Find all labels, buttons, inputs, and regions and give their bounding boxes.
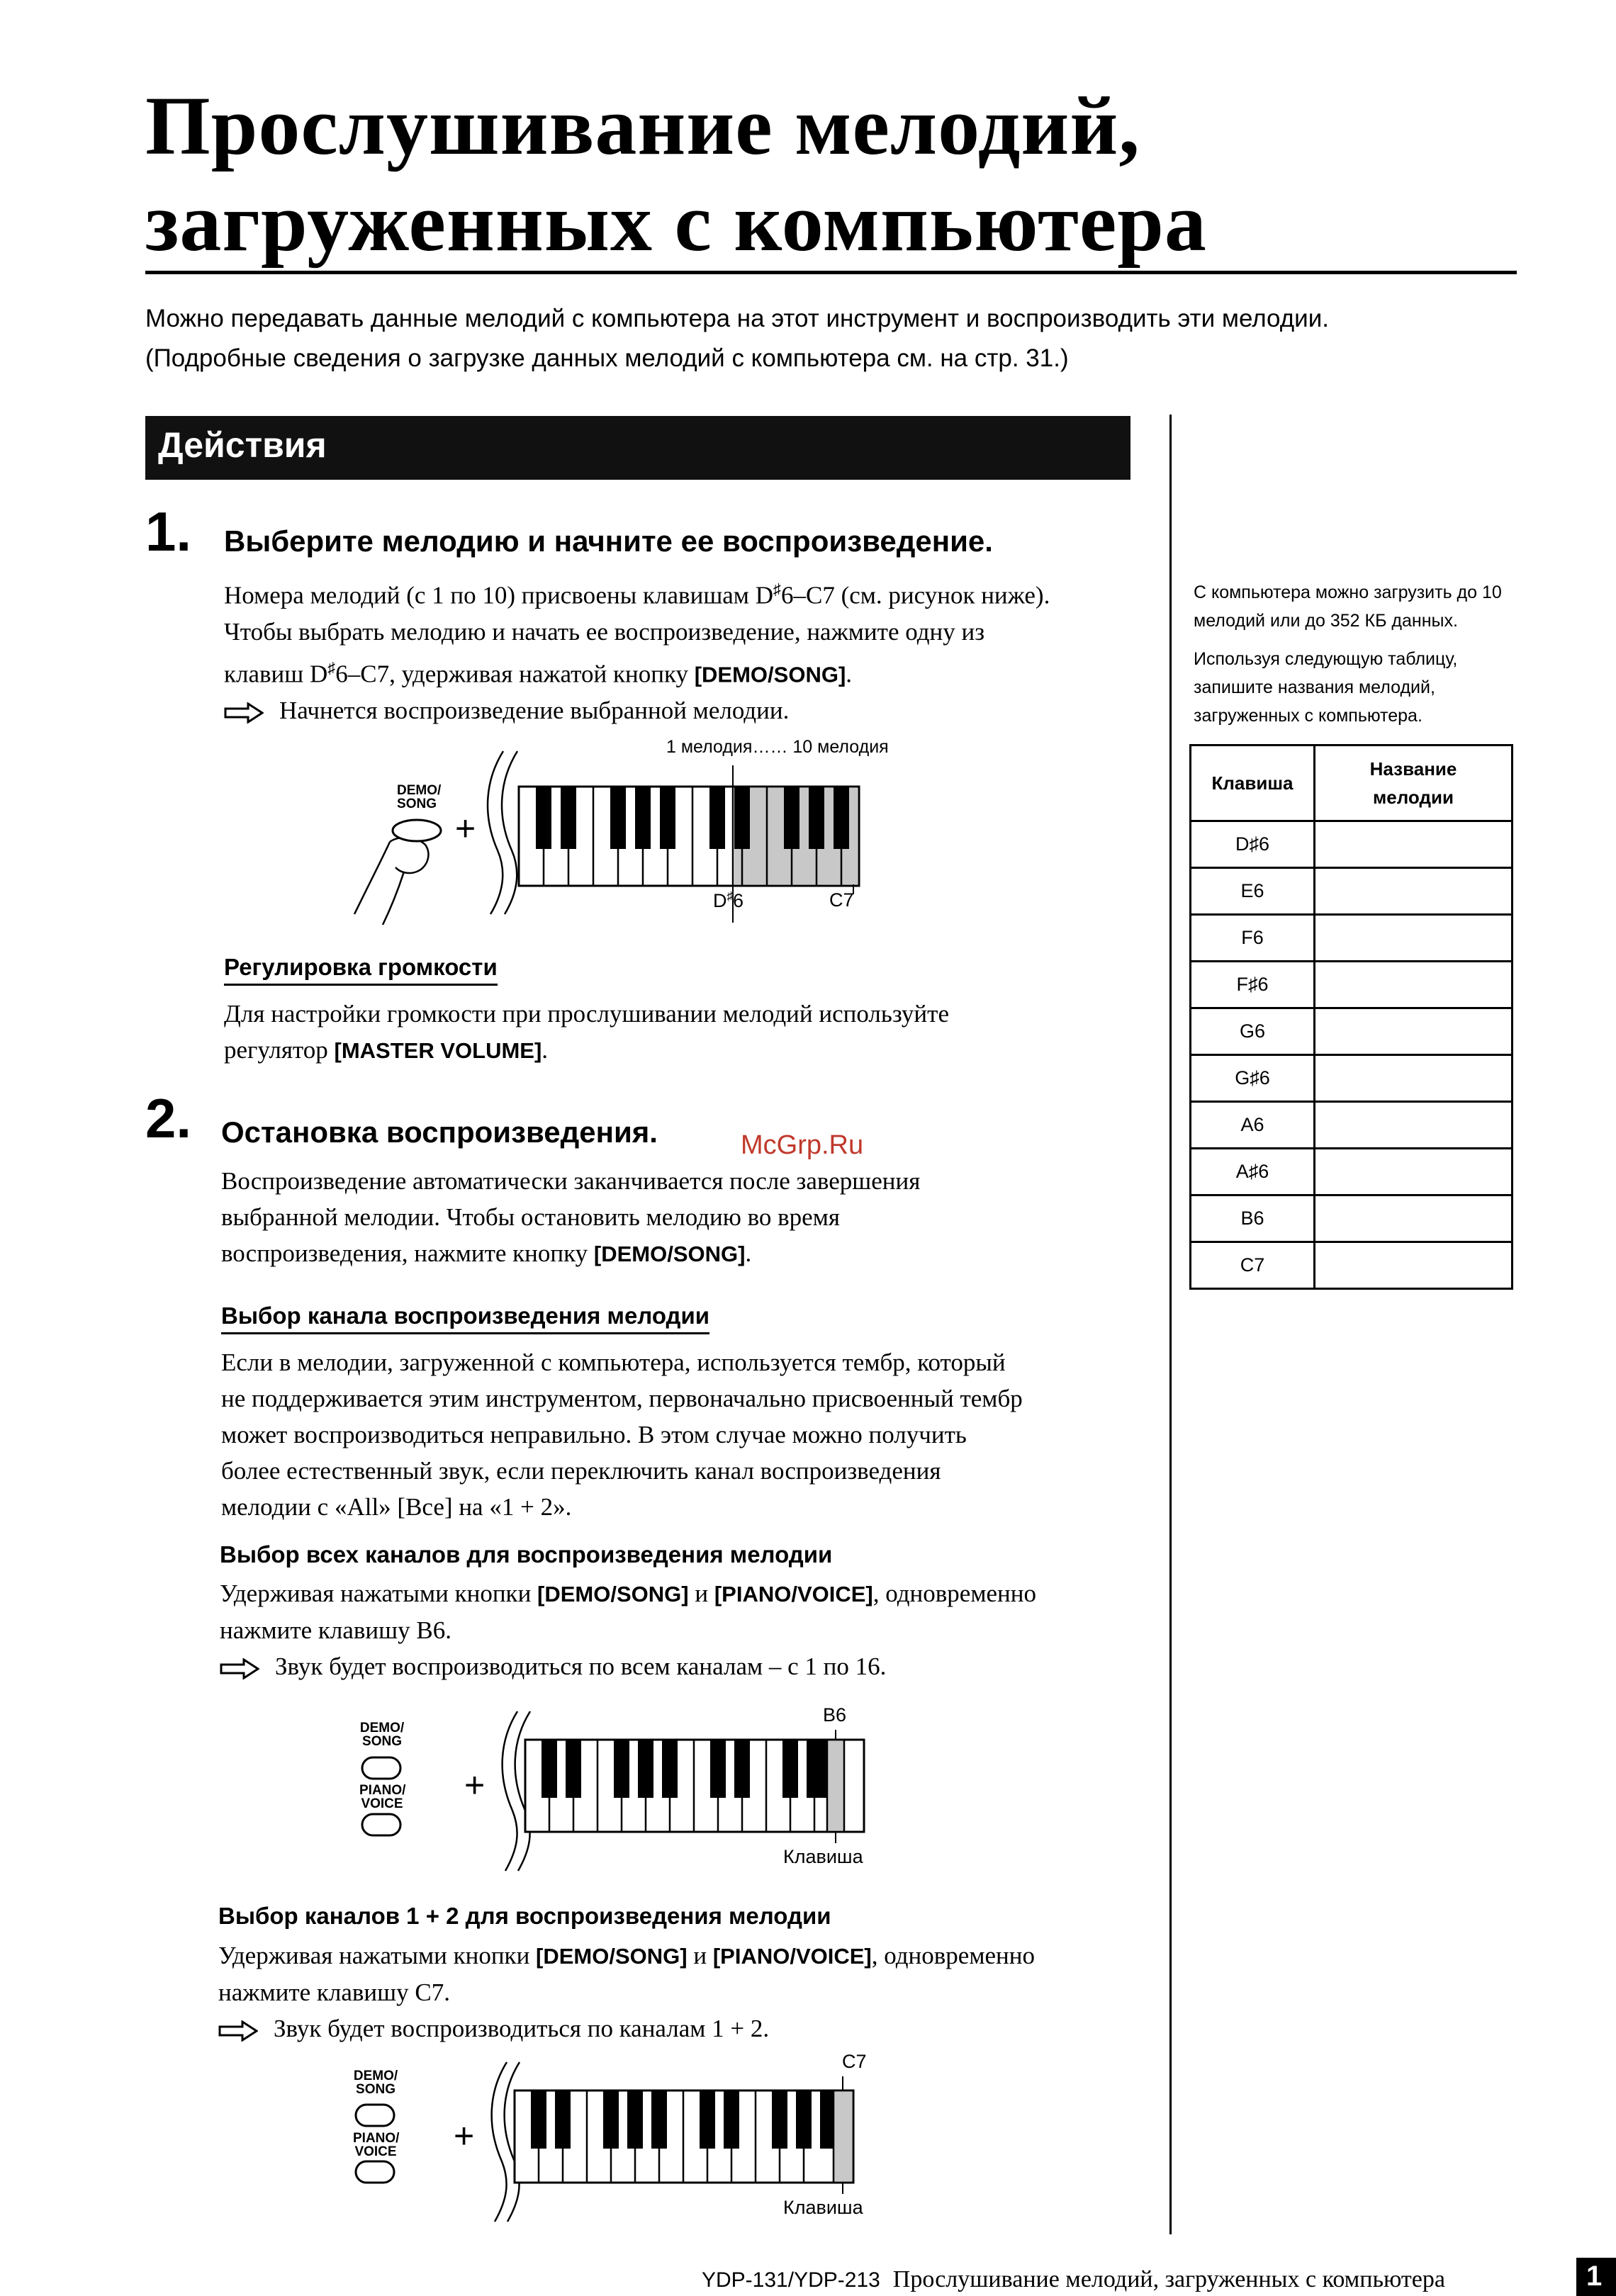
table-row — [1191, 1242, 1513, 1289]
table-row — [1191, 1149, 1513, 1195]
demo-label-2 — [359, 1721, 405, 1748]
step-2-text-d: . — [745, 1239, 752, 1267]
channel-line-4: более естественный звук, если переключить канал воспроизведения — [221, 1457, 941, 1485]
piano-label-3-l2: VOICE — [354, 2144, 397, 2159]
key-cell: F♯6 — [1191, 962, 1315, 1008]
table-row — [1191, 1195, 1513, 1242]
col-header-key: Клавиша — [1191, 745, 1315, 821]
volume-body — [224, 996, 1209, 1069]
key-c7-label: C7 — [842, 2051, 867, 2072]
section-header — [145, 416, 1130, 480]
name-cell[interactable] — [1315, 962, 1513, 1008]
range-label — [666, 737, 889, 758]
all-ch-result: Звук будет воспроизводиться по всем каналам – с 1 по 16. — [275, 1653, 887, 1680]
demo-label-2-l1: DEMO/ — [359, 1721, 405, 1735]
key-start-octave: 6 — [733, 890, 744, 911]
col-header-name — [1315, 745, 1513, 821]
name-cell[interactable] — [1315, 1055, 1513, 1102]
table-row — [1191, 962, 1513, 1008]
piano-label-2 — [359, 1784, 405, 1811]
demo-label-3-l1: DEMO/ — [353, 2069, 398, 2083]
page-number-box — [1576, 2258, 1616, 2296]
result-arrow-icon — [224, 702, 264, 724]
diagram-song-keys — [333, 737, 950, 928]
col-header-name-text: Название мелодии — [1369, 758, 1457, 808]
piano-label-3-l1: PIANO/ — [353, 2131, 400, 2146]
demo-song-ref-2: [DEMO/SONG] — [593, 1242, 746, 1266]
key-start-letter: D — [713, 890, 727, 911]
piano-button-shape-3 — [356, 2161, 394, 2183]
all-channels-title: Выбор всех каналов для воспроизведения мелодии — [220, 1541, 833, 1568]
channel-line-2: не поддерживается этим инструментом, первоначально присвоенный тембр — [221, 1385, 1023, 1412]
table-row — [1191, 1055, 1513, 1102]
step-2-text-c: воспроизведения, нажмите кнопку — [221, 1239, 594, 1267]
demo-button-shape-2 — [362, 1757, 400, 1779]
volume-text-c: . — [542, 1036, 549, 1064]
all-ch-text-b: , одновременно — [872, 1580, 1036, 1607]
footer-text: Прослушивание мелодий, загруженных с компьютера — [892, 2266, 1445, 2292]
song-name-table — [1189, 744, 1513, 1290]
ch12-text-a: Удерживая нажатыми кнопки — [218, 1942, 537, 1969]
page-title — [145, 78, 1492, 271]
step-1-text-d: клавиш D — [224, 660, 328, 688]
key-cell: G♯6 — [1191, 1055, 1315, 1102]
ch12-and: и — [687, 1942, 713, 1969]
plus-sign: + — [455, 809, 476, 848]
channel-heading — [221, 1301, 709, 1334]
key-table — [1189, 744, 1513, 1290]
sidebar-note-2: Используя следующую таблицу, запишите названия мелодий, загруженных с компьютера. — [1194, 649, 1458, 726]
intro — [145, 299, 1492, 378]
step-2-text-b: выбранной мелодии. Чтобы остановить мелодию во время — [221, 1203, 840, 1231]
all-ch-text-a: Удерживая нажатыми кнопки — [220, 1580, 538, 1607]
intro-line-1: Можно передавать данные мелодий с компьютера на этот инструмент и воспроизводить эти мелодии. — [145, 305, 1330, 332]
name-cell[interactable] — [1315, 821, 1513, 868]
all-ch-and: и — [688, 1580, 714, 1607]
diagram-all-channels — [358, 1704, 897, 1878]
demo-song-ref: [DEMO/SONG] — [694, 662, 846, 687]
ch12-title: Выбор каналов 1 + 2 для воспроизведения мелодии — [218, 1903, 831, 1929]
plus-sign-3: + — [454, 2116, 475, 2156]
ch12-body — [218, 1937, 1203, 2047]
table-row — [1191, 915, 1513, 962]
diagram-ch12 — [347, 2051, 886, 2229]
demo-label-l2: SONG — [397, 797, 437, 811]
step-1-text-f: . — [846, 660, 853, 688]
step-2-text-a: Воспроизведение автоматически заканчивается после завершения — [221, 1167, 921, 1195]
channel-line-3: может воспроизводиться неправильно. В этом случае можно получить — [221, 1421, 967, 1448]
demo-button-shape-3 — [356, 2105, 394, 2126]
demo-label-3-l2: SONG — [356, 2082, 395, 2097]
table-row — [1191, 868, 1513, 915]
ch12-text-b: , одновременно — [871, 1942, 1035, 1969]
name-cell[interactable] — [1315, 915, 1513, 962]
step-1-body: Номера мелодий (с 1 по 10) присвоены клавишам D♯6–C7 (см. рисунок ниже). Чтобы выбрать мелодию и начать ее воспроизведение, нажмите одну из клавиш D♯6–C7, удерживая нажатой кнопку [DEMO/SONG]. Начнется воспроизведение выбранной мелодии. — [224, 571, 1209, 728]
all-ch-piano-ref: [PIANO/VOICE] — [714, 1582, 873, 1606]
plus-sign-2: + — [464, 1765, 486, 1805]
key-caption-2: Клавиша — [783, 1846, 863, 1867]
key-cell: C7 — [1191, 1242, 1315, 1289]
name-cell[interactable] — [1315, 1195, 1513, 1242]
demo-label-l1: DEMO/ — [397, 783, 442, 798]
step-1-text-e: 6–C7, удерживая нажатой кнопку — [335, 660, 695, 688]
title-line-1: Прослушивание мелодий, — [145, 79, 1140, 172]
all-ch-demo-ref: [DEMO/SONG] — [537, 1582, 689, 1606]
footer-model: YDP-131/YDP-213 — [702, 2268, 880, 2292]
step-2-title: Остановка воспроизведения. — [221, 1115, 658, 1149]
demo-song-button-label — [397, 783, 442, 811]
result-arrow-icon-3 — [218, 2020, 258, 2042]
volume-heading — [224, 952, 498, 986]
table-row — [1191, 1008, 1513, 1055]
key-cell: E6 — [1191, 868, 1315, 915]
name-cell[interactable] — [1315, 1102, 1513, 1149]
name-cell[interactable] — [1315, 1149, 1513, 1195]
table-row — [1191, 1102, 1513, 1149]
demo-label-2-l2: SONG — [362, 1734, 402, 1749]
key-end-label: C7 — [829, 889, 854, 911]
channel-line-1: Если в мелодии, загруженной с компьютера, используется тембр, который — [221, 1349, 1006, 1376]
ch12-result: Звук будет воспроизводиться по каналам 1 + 2. — [274, 2015, 770, 2042]
watermark-text: McGrp.Ru — [741, 1130, 864, 1160]
range-end: 10 мелодия — [792, 737, 889, 757]
section-label: Действия — [158, 425, 327, 465]
key-cell: D♯6 — [1191, 821, 1315, 868]
key-start-label: D♯6 — [713, 889, 744, 911]
demo-song-button-shape — [393, 820, 441, 841]
name-cell[interactable] — [1315, 868, 1513, 915]
all-ch-text-c: нажмите клавишу B6. — [220, 1616, 451, 1644]
piano-label-2-l1: PIANO/ — [359, 1783, 406, 1798]
ch12-piano-ref: [PIANO/VOICE] — [712, 1944, 872, 1969]
step-1-number: 1. — [145, 500, 192, 563]
key-cell: B6 — [1191, 1195, 1315, 1242]
title-rule — [145, 271, 1517, 274]
all-channels-body — [220, 1575, 1205, 1684]
name-cell[interactable] — [1315, 1008, 1513, 1055]
volume-title: Регулировка громкости — [224, 952, 498, 986]
step-1-result: Начнется воспроизведение выбранной мелодии. — [279, 697, 790, 725]
title-line-2: загруженных с компьютера — [145, 176, 1207, 269]
key-cell: A6 — [1191, 1102, 1315, 1149]
page-number: 1 — [1586, 2261, 1603, 2292]
piano-label-3 — [353, 2132, 398, 2159]
step-1-title: Выберите мелодию и начните ее воспроизведение. — [224, 524, 993, 558]
step-1-text-a: Номера мелодий (с 1 по 10) присвоены клавишам D — [224, 581, 773, 609]
master-volume-ref: [MASTER VOLUME] — [334, 1038, 542, 1063]
volume-text-a: Для настройки громкости при прослушивании мелодий используйте — [224, 1000, 949, 1028]
page-footer — [702, 2266, 1445, 2293]
channel-title: Выбор канала воспроизведения мелодии — [221, 1301, 709, 1334]
piano-button-shape-2 — [362, 1814, 400, 1835]
key-cell: G6 — [1191, 1008, 1315, 1055]
demo-label-3 — [353, 2069, 398, 2096]
table-row — [1191, 821, 1513, 868]
step-1-text-b: 6–C7 (см. рисунок ниже). — [780, 581, 1050, 609]
step-1-text-c: Чтобы выбрать мелодию и начать ее воспроизведение, нажмите одну из — [224, 617, 985, 646]
intro-line-2: (Подробные сведения о загрузке данных мелодий с компьютера см. на стр. 31.) — [145, 344, 1069, 372]
piano-label-2-l2: VOICE — [361, 1796, 403, 1811]
result-arrow-icon-2 — [220, 1658, 259, 1679]
ch12-text-c: нажмите клавишу C7. — [218, 1979, 450, 2006]
key-cell: F6 — [1191, 915, 1315, 962]
channel-line-5: мелодии с «All» [Все] на «1 + 2». — [221, 1493, 572, 1521]
step-2-number: 2. — [145, 1087, 192, 1149]
channel-body — [221, 1344, 1206, 1525]
key-caption-3: Клавиша — [783, 2197, 863, 2218]
name-cell[interactable] — [1315, 1242, 1513, 1289]
key-cell: A♯6 — [1191, 1149, 1315, 1195]
sidebar-note-1: С компьютера можно загрузить до 10 мелодий или до 352 КБ данных. — [1194, 583, 1502, 631]
range-start: 1 мелодия — [666, 737, 753, 757]
range-dots: …… — [752, 737, 788, 757]
volume-text-b: регулятор — [224, 1036, 335, 1064]
ch12-demo-ref: [DEMO/SONG] — [536, 1944, 688, 1969]
key-b6-label: B6 — [823, 1704, 847, 1726]
step-2-body — [221, 1163, 1206, 1272]
keyboard-illustration-1 — [333, 737, 950, 928]
